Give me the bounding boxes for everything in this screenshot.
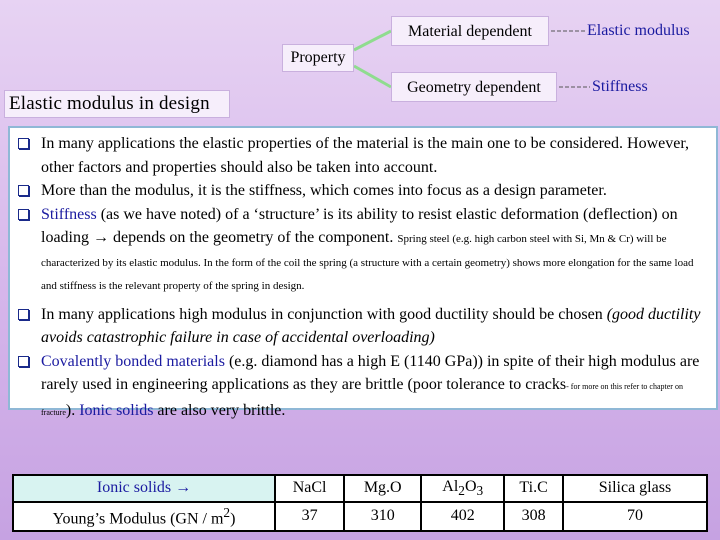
table-cell: Silica glass (563, 475, 707, 502)
bullet-1-text: In many applications the elastic properties of the material is the main one to be considered. However, other factors and properties should also be taken into account. (41, 135, 690, 176)
bullet-item (16, 179, 708, 203)
modulus-table (12, 474, 708, 532)
bullet-item (16, 303, 708, 350)
table-cell: NaCl (275, 475, 344, 502)
bullet-icon (18, 185, 29, 196)
table-cell: Mg.O (344, 475, 421, 502)
bullet-icon (18, 309, 29, 320)
covalent-term: Covalently bonded materials (41, 352, 225, 370)
connector-to-geometry (354, 66, 391, 87)
bullet-3-note: Spring steel (e.g. high carbon steel with Si, Mn & Cr) will be characterized by its elastic modulus. In the form of the coil the spring (a structure with a certain geometry) shows more elongation for the same load and stiffness is the relevant property of the spring in design. (41, 233, 694, 292)
row-label-cell: Young’s Modulus $(GN / m^2)$ (13, 502, 275, 531)
bullet-icon (18, 209, 29, 220)
table-cell: 402 (421, 502, 504, 531)
bullet-icon (18, 138, 29, 149)
bullet-5-text: (e.g. diamond has a high E (1140 GPa)) in spite of their high modulus are rarely used in engineering applications as they are brittle (poor tolerance to cracks (41, 352, 700, 393)
table-cell: 310 (344, 502, 421, 531)
bullet-item (16, 350, 708, 425)
material-dependent-box: Material dependent (391, 16, 549, 46)
bullet-4-text: In many applications high modulus in conjunction with good ductility should be chosen (41, 305, 603, 323)
stiffness-label: Stiffness (592, 78, 648, 95)
connector-to-material (354, 31, 391, 50)
bullet-5-end: ). (65, 401, 80, 419)
table-row (13, 502, 707, 531)
bullet-3-text: (as we have noted) of a ‘structure’ is its ability to resist elastic deformation (deflection) on loading → depends on the geometry of the component. (41, 205, 678, 246)
bullet-5-note: - for more on this refer to chapter on fracture (41, 382, 683, 417)
ionic-term: Ionic solids (79, 401, 154, 419)
stiffness-term: Stiffness (41, 205, 97, 223)
table-cell: 308 (504, 502, 563, 531)
header-label-cell: Ionic solids → (13, 475, 275, 502)
bullet-item (16, 203, 708, 297)
table-row (13, 475, 707, 502)
bullet-icon (18, 356, 29, 367)
bullet-item (16, 132, 708, 179)
bullet-4-italic: (good ductility avoids catastrophic failure in case of accidental overloading) (41, 305, 701, 346)
table-cell: $Al_2O_3$ (421, 475, 504, 502)
bullet-2-text: More than the modulus, it is the stiffness, which comes into focus as a design parameter. (41, 182, 607, 199)
table-cell: 37 (275, 502, 344, 531)
bullet-5-end2: are also very brittle. (153, 401, 286, 419)
geometry-dependent-box: Geometry dependent (391, 72, 557, 102)
property-box: Property (282, 44, 354, 72)
slide-title: Elastic modulus in design (4, 90, 230, 118)
table-cell: Ti.C (504, 475, 563, 502)
bullet-text-box (8, 126, 718, 419)
elastic-modulus-label: Elastic modulus (587, 22, 690, 39)
table-cell: 70 (563, 502, 707, 531)
